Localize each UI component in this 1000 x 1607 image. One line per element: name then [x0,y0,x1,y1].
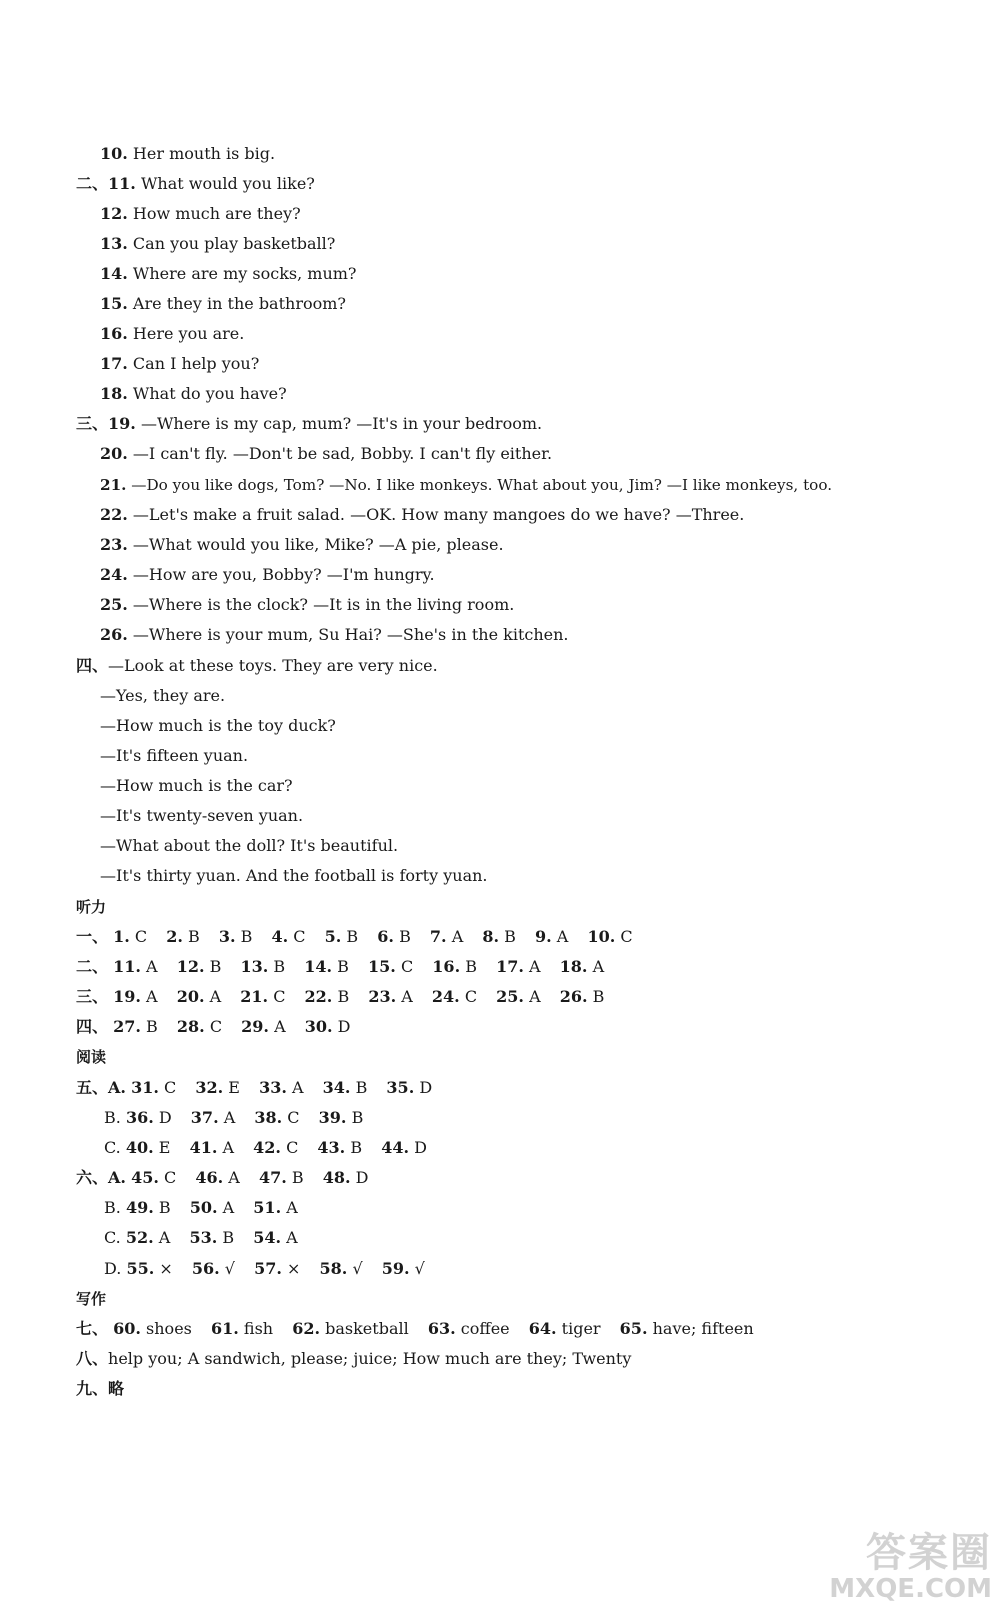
part-marker: B. [104,1198,121,1217]
answer-item: 56. √ [191,1259,235,1278]
question-number: 25. [100,595,128,614]
answer-item: 52. A [125,1228,171,1247]
answer-item: 54. A [253,1228,298,1247]
answer-item: 17. A [496,957,541,976]
answer-text: Are they in the bathroom? [127,294,346,313]
dialogue-text: —How much is the car? [100,776,293,795]
answer-item: 12. B [176,957,222,976]
answer-item: 1. C [113,927,148,946]
question-number: 10. [100,144,128,163]
question-number: 19. [108,414,136,433]
answer-item: 11. A [113,957,158,976]
section-4-line-1 [76,656,438,676]
answer-item: 26. B [559,987,605,1006]
answer-item: 30. D [304,1017,351,1036]
answer-line-26 [100,625,569,645]
answer-text: —Let's make a fruit salad. —OK. How many mangoes do we have? —Three. [127,505,745,524]
answer-item: 25. A [496,987,541,1006]
part-marker: C. [104,1138,121,1157]
answer-line-20 [100,444,552,464]
question-number: 24. [100,565,128,584]
answer-item: 39. B [318,1108,364,1127]
question-number: 11. [108,174,136,193]
part-marker: D. [104,1259,122,1278]
dialogue-line-6 [100,806,303,826]
answer-text: Her mouth is big. [127,144,276,163]
answer-item: 10. C [587,927,633,946]
answer-text: —I can't fly. —Don't be sad, Bobby. I can't fly either. [127,444,553,463]
dialogue-text: —How much is the toy duck? [100,716,336,735]
answer-item: 32. E [195,1078,240,1097]
answer-item: 45. C [131,1168,177,1187]
part-marker: C. [104,1228,121,1247]
dialogue-text: —What about the doll? It's beautiful. [100,836,399,855]
question-number: 13. [100,234,128,253]
answer-item: 51. A [253,1198,298,1217]
dialogue-text: —Look at these toys. They are very nice. [108,656,438,675]
writing-heading: 写作 [76,1290,107,1308]
answer-item: 2. B [166,927,200,946]
section-marker: 八、 [76,1349,109,1368]
answer-item: 34. B [322,1078,368,1097]
question-number: 21. [100,476,127,494]
answer-item: 22. B [304,987,350,1006]
dialogue-line-2 [100,686,225,706]
section-marker: 七、 [76,1319,109,1338]
answer-item: 35. D [386,1078,433,1097]
reading-row-5a [76,1078,446,1098]
answer-item: 57. × [254,1259,301,1278]
answer-line-22 [100,505,744,525]
dialogue-line-4 [100,746,248,766]
answer-item: 15. C [368,957,414,976]
answer-item: 40. E [125,1138,171,1157]
answer-text: Here you are. [127,324,245,343]
answer-item: 7. A [429,927,464,946]
reading-row-5c [104,1138,441,1158]
answer-text: —Where is the clock? —It is in the living room. [127,595,515,614]
answer-item: 47. B [258,1168,304,1187]
reading-row-6a [76,1168,382,1188]
answer-item: 41. A [189,1138,235,1157]
answer-line-21 [100,475,832,495]
listening-row-4 [76,1017,365,1037]
answer-item: 4. C [271,927,306,946]
answer-item: 3. B [218,927,253,946]
answer-item: 14. B [304,957,349,976]
section-marker: 二、 [76,957,109,976]
answer-text: —Do you like dogs, Tom? —No. I like monkeys. What about you, Jim? —I like monkeys, too. [126,476,833,494]
reading-row-6d [104,1259,439,1279]
answer-text: What do you have? [127,384,287,403]
answer-item: 21. C [240,987,286,1006]
section-marker: 四、 [76,656,109,675]
answer-item: 36. D [125,1108,172,1127]
answer-item: 16. B [432,957,477,976]
section-3-line-19 [76,414,542,434]
answer-line-23 [100,535,504,555]
answer-line-14 [100,264,357,284]
reading-row-6c [104,1228,312,1248]
writing-row-8 [76,1349,631,1369]
answer-text: What would you like? [135,174,315,193]
answer-item: 48. D [322,1168,369,1187]
answer-item: 23. A [368,987,413,1006]
section-marker: 二、 [76,174,109,193]
question-number: 20. [100,444,128,463]
answer-item: 37. A [190,1108,236,1127]
answer-text: How much are they? [127,204,301,223]
answer-line-16 [100,324,244,344]
answer-line-24 [100,565,435,585]
answer-item: 64. tiger [528,1319,601,1338]
answer-item: 33. A [259,1078,304,1097]
question-number: 15. [100,294,128,313]
answer-line-15 [100,294,346,314]
answer-item: 58. √ [319,1259,363,1278]
answer-text: —Where is my cap, mum? —It's in your bedroom. [135,414,543,433]
section-marker: 三、 [76,987,109,1006]
answer-text: —How are you, Bobby? —I'm hungry. [127,565,435,584]
answer-line-12 [100,204,301,224]
answer-item: 27. B [113,1017,158,1036]
answer-item: 59. √ [381,1259,425,1278]
section-marker: 四、 [76,1017,109,1036]
answer-item: 60. shoes [113,1319,192,1338]
answer-item: 55. × [126,1259,173,1278]
reading-row-5b [104,1108,377,1128]
answer-text: Can you play basketball? [127,234,336,253]
answer-item: 62. basketball [292,1319,409,1338]
listening-heading: 听力 [76,898,107,916]
answer-item: 38. C [254,1108,300,1127]
question-number: 16. [100,324,128,343]
answer-line-17 [100,354,259,374]
answer-item: 61. fish [210,1319,274,1338]
answer-item: 28. C [176,1017,223,1036]
dialogue-line-3 [100,716,336,736]
question-number: 17. [100,354,128,373]
answer-line-18 [100,384,287,404]
question-number: 23. [100,535,128,554]
section-marker: 九、 [76,1379,109,1398]
question-number: 22. [100,505,128,524]
question-number: 12. [100,204,128,223]
answer-item: 9. A [535,927,569,946]
answer-text: —Where is your mum, Su Hai? —She's in the kitchen. [127,625,569,644]
listening-row-2 [76,957,618,977]
answer-item: 13. B [240,957,286,976]
writing-row-7 [76,1319,768,1339]
answer-item: 8. B [482,927,516,946]
answer-line-25 [100,595,514,615]
answer-item: 49. B [125,1198,171,1217]
part-marker: B. [104,1108,121,1127]
answer-item: 43. B [317,1138,363,1157]
dialogue-text: —It's thirty yuan. And the football is forty yuan. [100,866,488,885]
answer-item: 65. have; fifteen [619,1319,754,1338]
section-marker: 五、A. [76,1078,126,1097]
dialogue-text: —It's fifteen yuan. [100,746,249,765]
answer-item: 20. A [176,987,222,1006]
answer-text: —What would you like, Mike? —A pie, please. [127,535,504,554]
answer-text: 略 [108,1379,125,1398]
watermark-logo: 答案圈 [866,1530,992,1576]
section-2-line-11 [76,174,315,194]
answer-item: 6. B [377,927,411,946]
answer-item: 19. A [113,987,158,1006]
dialogue-line-8 [100,866,488,886]
listening-row-3 [76,987,618,1007]
dialogue-line-7 [100,836,398,856]
answer-item: 50. A [189,1198,235,1217]
watermark-url: MXQE.COM [829,1574,992,1604]
answer-item: 29. A [241,1017,286,1036]
answer-item: 63. coffee [427,1319,510,1338]
answer-item: 31. C [131,1078,177,1097]
corner-watermark [829,1531,992,1603]
section-marker: 六、A. [76,1168,126,1187]
writing-row-9 [76,1379,124,1399]
reading-heading: 阅读 [76,1048,107,1066]
question-number: 14. [100,264,128,283]
dialogue-text: —It's twenty-seven yuan. [100,806,304,825]
answer-item: 5. B [324,927,359,946]
answer-text: Can I help you? [127,354,260,373]
answer-item: 42. C [253,1138,299,1157]
answer-item: 18. A [559,957,605,976]
dialogue-text: —Yes, they are. [100,686,226,705]
answer-text: Where are my socks, mum? [127,264,357,283]
reading-row-6b [104,1198,312,1218]
answer-line-13 [100,234,335,254]
section-marker: 一、 [76,927,109,946]
answer-item: 46. A [195,1168,240,1187]
dialogue-line-5 [100,776,293,796]
section-marker: 三、 [76,414,109,433]
question-number: 18. [100,384,128,403]
answer-item: 53. B [189,1228,235,1247]
answer-line-10 [100,144,275,164]
question-number: 26. [100,625,128,644]
answer-item: 24. C [431,987,478,1006]
listening-row-1 [76,927,647,947]
answer-text: help you; A sandwich, please; juice; How much are they; Twenty [108,1349,632,1368]
answer-item: 44. D [381,1138,427,1157]
